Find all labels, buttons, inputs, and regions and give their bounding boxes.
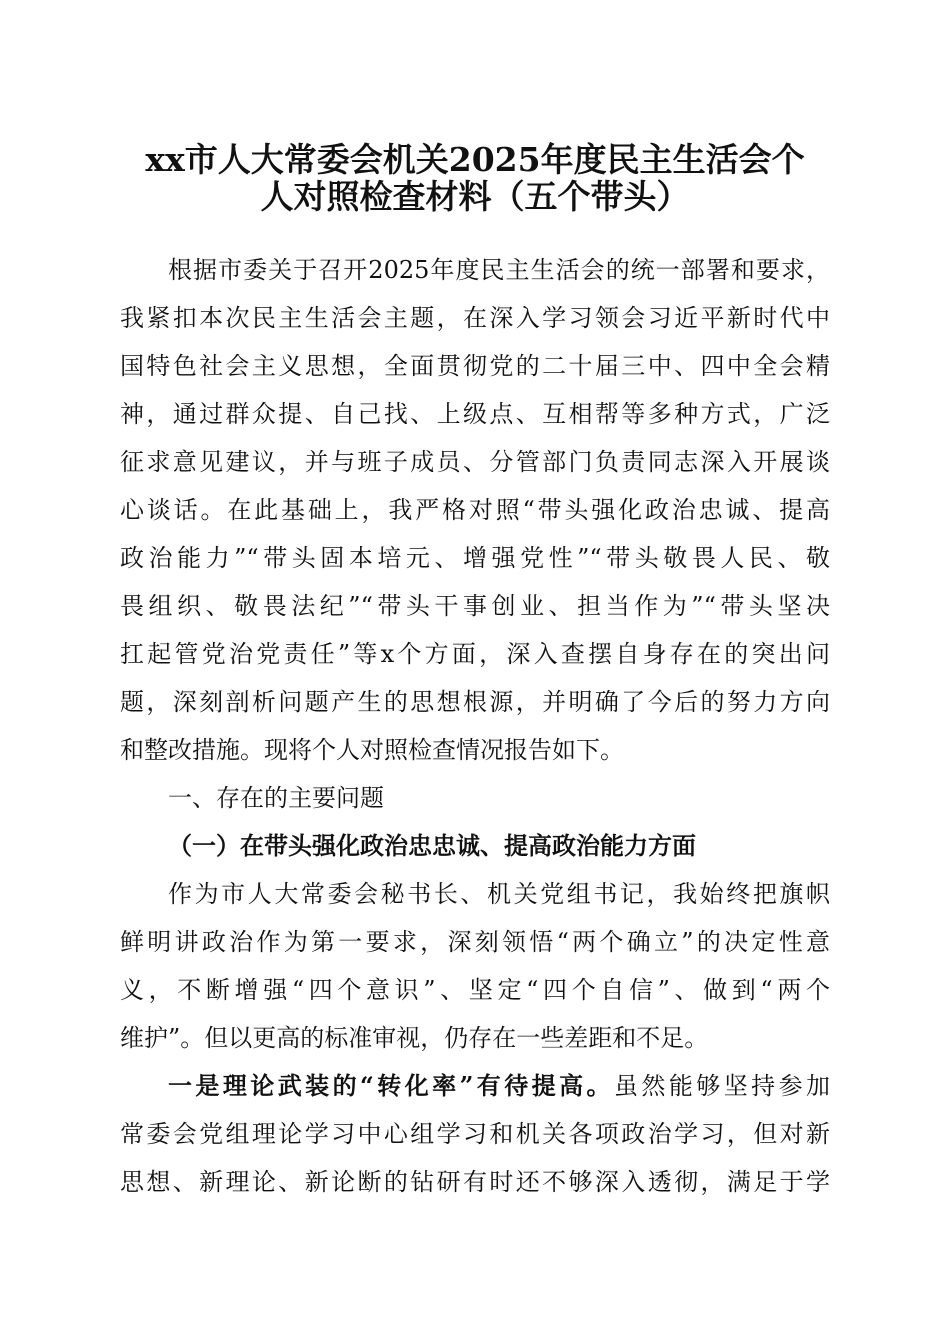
document-title-line-2: 人对照检查材料（五个带头） xyxy=(260,177,690,216)
intro-line-5: 征求意见建议，并与班子成员、分管部门负责同志深入开展谈 xyxy=(120,448,830,476)
intro-line-1: 根据市委关于召开2025年度民主生活会的统一部署和要求， xyxy=(168,256,830,284)
para3-first-rest: 虽然能够坚持参加 xyxy=(613,1072,830,1100)
para2-line-1: 作为市人大常委会秘书长、机关党组书记，我始终把旗帜 xyxy=(168,880,830,908)
intro-line-2: 我紧扣本次民主生活会主题，在深入学习领会习近平新时代中 xyxy=(120,304,830,332)
intro-line-8: 畏组织、敬畏法纪”“带头干事创业、担当作为”“带头坚决 xyxy=(120,592,830,620)
intro-line-7: 政治能力”“带头固本培元、增强党性”“带头敬畏人民、敬 xyxy=(120,544,830,572)
intro-line-10: 题，深刻剖析问题产生的思想根源，并明确了今后的努力方向 xyxy=(120,688,830,716)
para2-line-2: 鲜明讲政治作为第一要求，深刻领悟“两个确立”的决定性意 xyxy=(120,928,830,956)
para3-line-3: 思想、新理论、新论断的钻研有时还不够深入透彻，满足于学 xyxy=(120,1168,830,1196)
subsection-heading: （一）在带头强化政治忠忠诚、提高政治能力方面 xyxy=(168,831,696,860)
para3-bold-lead: 一是理论武装的“转化率”有待提高。 xyxy=(168,1071,614,1100)
para3-line-1 xyxy=(168,1062,830,1110)
para2-line-4: 维护”。但以更高的标准审视，仍存在一些差距和不足。 xyxy=(120,1024,709,1052)
intro-line-9: 扛起管党治党责任”等x个方面，深入查摆自身存在的突出问 xyxy=(120,640,830,668)
section-heading: 一、存在的主要问题 xyxy=(168,784,384,812)
intro-line-6: 心谈话。在此基础上，我严格对照“带头强化政治忠诚、提高 xyxy=(120,496,830,524)
intro-line-3: 国特色社会主义思想，全面贯彻党的二十届三中、四中全会精 xyxy=(120,352,830,380)
intro-line-4: 神，通过群众提、自己找、上级点、互相帮等多种方式，广泛 xyxy=(120,400,830,428)
para2-line-3: 义，不断增强“四个意识”、坚定“四个自信”、做到“两个 xyxy=(120,976,830,1004)
intro-line-11: 和整改措施。现将个人对照检查情况报告如下。 xyxy=(120,736,624,764)
document-title-line-1: xx市人大常委会机关2025年度民主生活会个 xyxy=(145,140,805,179)
para3-line-2: 常委会党组理论学习中心组学习和机关各项政治学习，但对新 xyxy=(120,1120,830,1148)
